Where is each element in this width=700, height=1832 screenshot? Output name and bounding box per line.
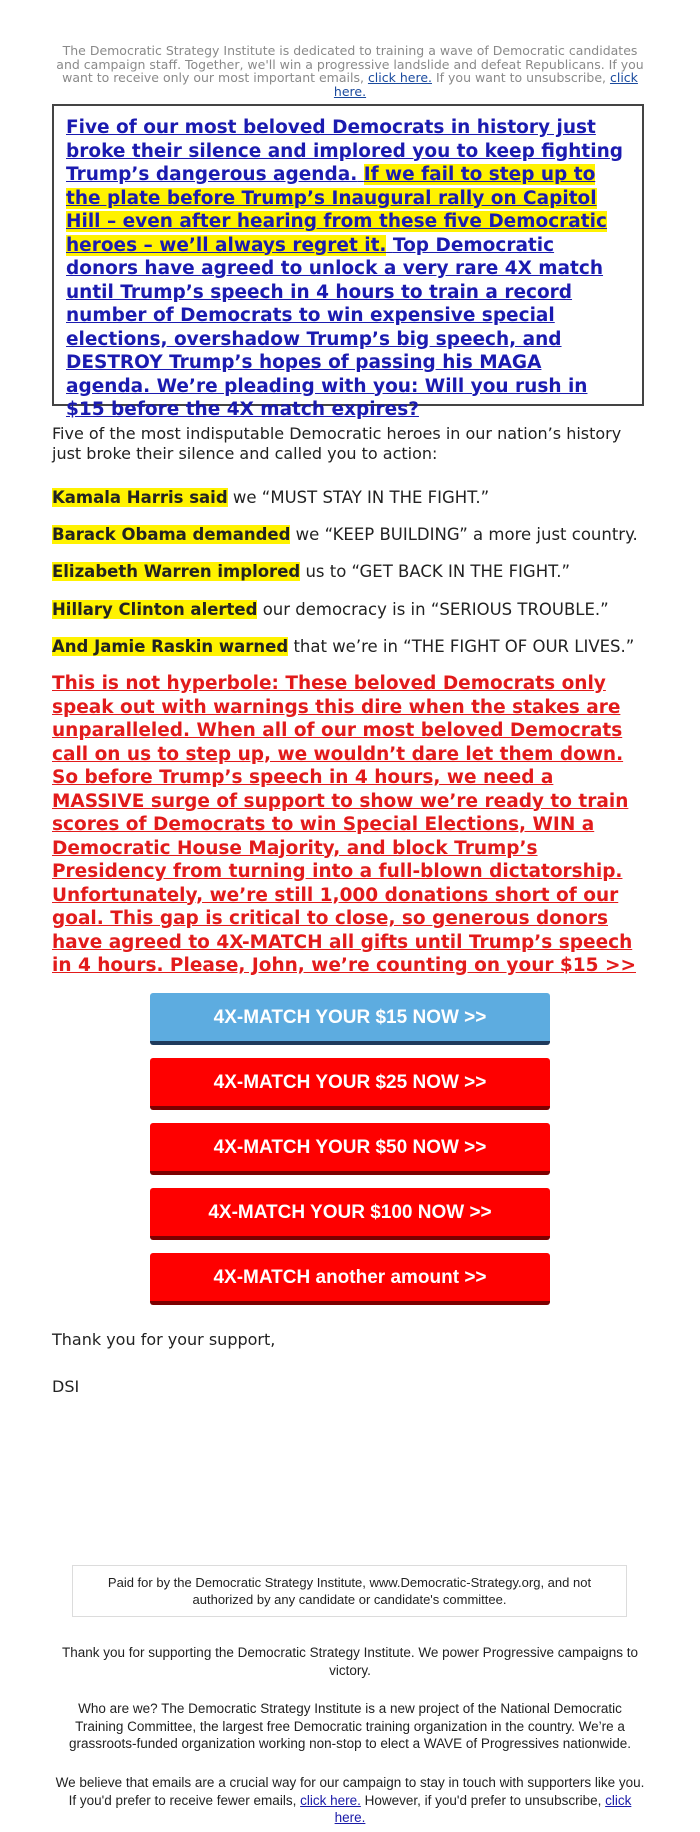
footer-unsubscribe-link[interactable]: click here.: [334, 1792, 632, 1825]
quote-raskin: [52, 637, 652, 657]
quote-speaker: Hillary Clinton alerted: [52, 600, 258, 619]
quote-warren: [52, 562, 652, 582]
donate-other-amount-button[interactable]: 4X-MATCH another amount >>: [150, 1253, 550, 1305]
quote-text: us to “GET BACK IN THE FIGHT.”: [305, 562, 571, 581]
headline-box[interactable]: [52, 104, 644, 420]
quote-harris: [52, 488, 652, 508]
paid-for-disclaimer: Paid for by the Democratic Strategy Institute, www.Democratic-Strategy.org, and not authorized by any candidate or candidate's committee.: [72, 1565, 627, 1617]
signoff-thanks: Thank you for your support,: [52, 1330, 276, 1349]
preheader-middle: If you want to unsubscribe,: [435, 70, 606, 85]
quote-text: that we’re in “THE FIGHT OF OUR LIVES.”: [293, 637, 635, 656]
headline-link[interactable]: [66, 116, 630, 422]
quote-text: we “KEEP BUILDING” a more just country.: [295, 525, 638, 544]
donate-100-button[interactable]: 4X-MATCH YOUR $100 NOW >>: [150, 1188, 550, 1240]
quote-speaker: And Jamie Raskin warned: [52, 637, 289, 656]
footer-fewer-emails-link[interactable]: click here.: [300, 1792, 361, 1808]
preheader-text: The Democratic Strategy Institute is dedicated to training a wave of Democratic candidates and campaign staff. Together, we'll win a progressive landslide and defeat Republicans. If you want to receive only our most important emails,: [56, 43, 644, 85]
donate-25-button[interactable]: 4X-MATCH YOUR $25 NOW >>: [150, 1058, 550, 1110]
quote-speaker: Barack Obama demanded: [52, 525, 291, 544]
quote-text: our democracy is in “SERIOUS TROUBLE.”: [262, 600, 609, 619]
signoff-name: DSI: [52, 1377, 80, 1396]
quote-speaker: Elizabeth Warren implored: [52, 562, 301, 581]
urgent-appeal-link[interactable]: This is not hyperbole: These beloved Democrats only speak out with warnings this dire when the stakes are unparalleled. When all of our most beloved Democrats call on us to step up, we wouldn’t dare let them down. So before Trump’s speech in 4 hours, we need a MASSIVE surge of support to show we’re ready to train scores of Democrats to win Special Elections, WIN a Democratic House Majority, and block Trump’s Presidency from turning into a full-blown dictatorship. Unfortunately, we’re still 1,000 donations short of our goal. This gap is critical to close, so generous donors have agreed to 4X-MATCH all gifts until Trump’s speech in 4 hours. Please, John, we’re counting on your $15 >>: [52, 673, 636, 976]
fewer-emails-link[interactable]: click here.: [367, 70, 432, 85]
preheader: [50, 44, 650, 98]
unsubscribe-link[interactable]: click here.: [333, 70, 638, 99]
donate-50-button[interactable]: 4X-MATCH YOUR $50 NOW >>: [150, 1123, 550, 1175]
headline-highlight: If we fail to step up to the plate before Trump’s Inaugural rally on Capitol Hill – even after hearing from these five Democratic heroes – we’ll always regret it.: [66, 164, 607, 256]
headline-part1: Five of our most beloved Democrats in history just broke their silence and implored you to keep fighting Trump’s dangerous agenda.: [66, 117, 623, 185]
intro-paragraph: Five of the most indisputable Democratic heroes in our nation’s history just broke their silence and called you to action:: [52, 424, 622, 463]
quote-clinton: [52, 600, 652, 620]
quote-speaker: Kamala Harris said: [52, 488, 228, 507]
headline-part2: Top Democratic donors have agreed to unlock a very rare 4X match until Trump’s speech in 4 hours to train a record number of Democrats to win expensive special elections, overshadow Trump’s big speech, and DESTROY Trump’s hopes of passing his MAGA agenda. We’re pleading with you: Will you rush in $15 before the 4X match expires?: [66, 234, 604, 420]
donate-15-button[interactable]: 4X-MATCH YOUR $15 NOW >>: [150, 993, 550, 1045]
footer-email-prefs: [55, 1774, 645, 1827]
footer-about: Who are we? The Democratic Strategy Institute is a new project of the National Democratic Training Committee, the largest free Democratic training organization in the country. We’re a grassroots-funded organization working non-stop to elect a WAVE of Progressives nationwide.: [68, 1701, 632, 1751]
footer-thanks: Thank you for supporting the Democratic Strategy Institute. We power Progressive campaigns to victory.: [61, 1645, 639, 1678]
quote-obama: [52, 525, 652, 545]
quote-text: we “MUST STAY IN THE FIGHT.”: [232, 488, 490, 507]
footer-email-middle: However, if you'd prefer to unsubscribe,: [364, 1792, 602, 1808]
footer-email-text: We believe that emails are a crucial way for our campaign to stay in touch with supporters like you. If you'd prefer to receive fewer emails,: [55, 1775, 645, 1808]
